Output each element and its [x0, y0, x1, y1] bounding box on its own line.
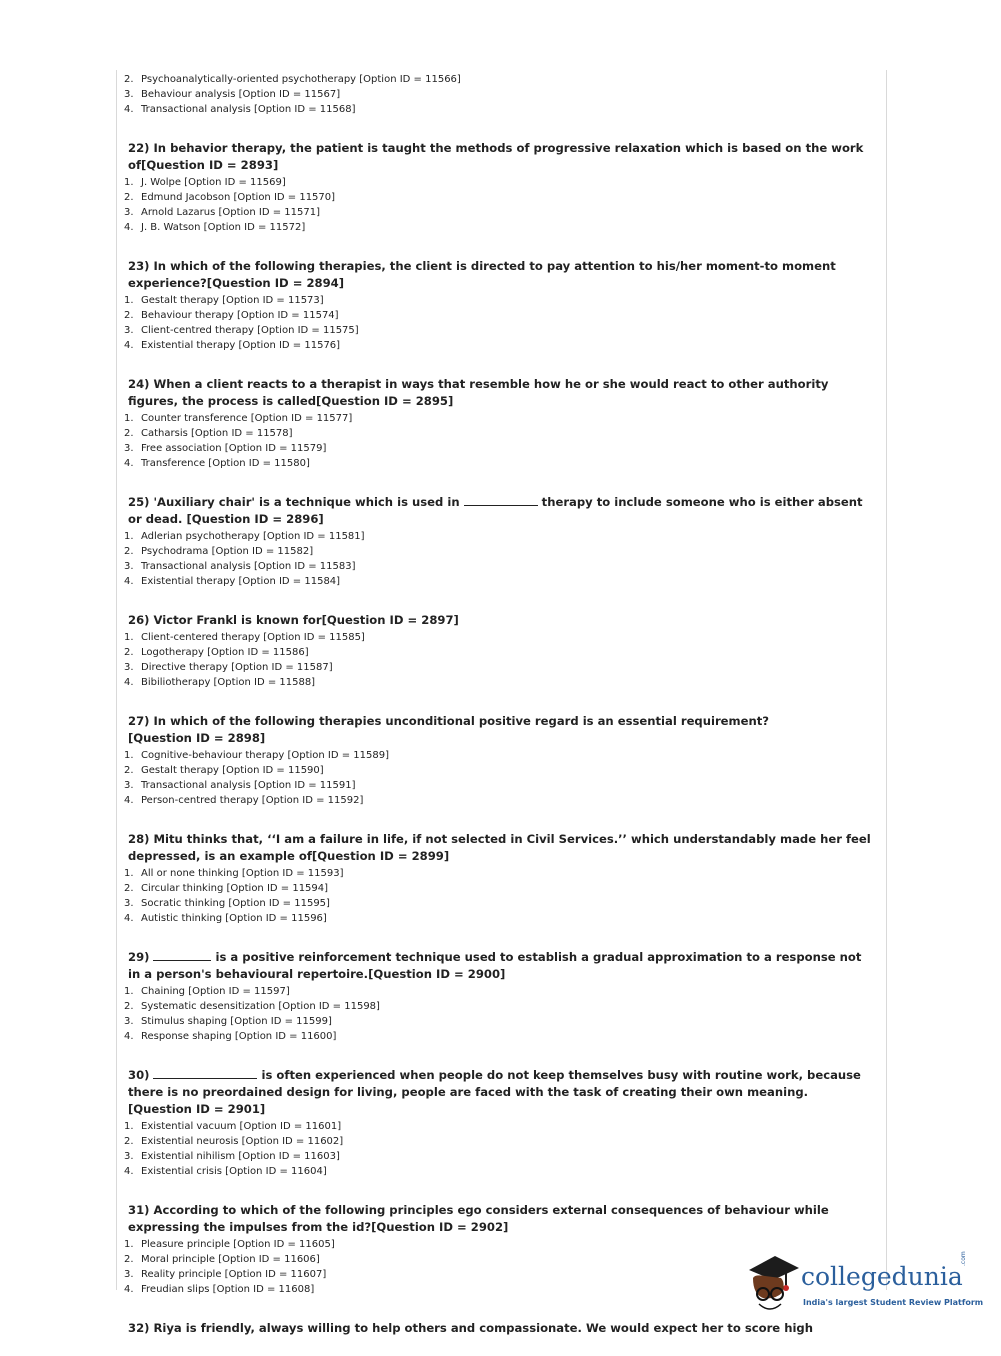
option-text: Edmund Jacobson [Option ID = 11570]	[141, 192, 336, 203]
option-text: Person-centred therapy [Option ID = 11592]	[141, 795, 364, 806]
option-list	[124, 175, 876, 235]
option-number: 2.	[124, 310, 134, 321]
option-item	[124, 529, 876, 544]
option-item	[124, 881, 876, 896]
option-list	[124, 1119, 876, 1179]
question-text	[124, 612, 876, 629]
option-text: Circular thinking [Option ID = 11594]	[141, 883, 329, 894]
option-text: Existential nihilism [Option ID = 11603]	[141, 1151, 340, 1162]
option-item	[124, 660, 876, 675]
option-number: 3.	[124, 325, 134, 336]
option-text: Existential crisis [Option ID = 11604]	[141, 1166, 327, 1177]
option-text: Free association [Option ID = 11579]	[141, 443, 327, 454]
option-item	[124, 763, 876, 778]
option-number: 2.	[124, 765, 134, 776]
logo-tagline: India's largest Student Review Platform	[803, 1298, 984, 1307]
option-item	[124, 72, 876, 87]
question-block	[124, 140, 876, 235]
option-item	[124, 441, 876, 456]
option-item	[124, 456, 876, 471]
option-item	[124, 778, 876, 793]
option-item	[124, 748, 876, 763]
option-item	[124, 175, 876, 190]
option-number: 2.	[124, 647, 134, 658]
option-number: 3.	[124, 207, 134, 218]
option-text: Stimulus shaping [Option ID = 11599]	[141, 1016, 332, 1027]
question-id: [Question ID = 2896]	[186, 512, 324, 526]
option-number: 1.	[124, 750, 134, 761]
option-number: 3.	[124, 898, 134, 909]
question-id: [Question ID = 2902]	[371, 1220, 509, 1234]
question-text	[124, 376, 876, 410]
option-number: 3.	[124, 662, 134, 673]
option-number: 3.	[124, 1151, 134, 1162]
option-item	[124, 1164, 876, 1179]
option-item	[124, 999, 876, 1014]
question-block	[124, 258, 876, 353]
option-number: 1.	[124, 986, 134, 997]
question-stem: 24) When a client reacts to a therapist in ways that resemble how he or she would react to other authority figures, the process is called	[128, 377, 829, 408]
option-text: Behaviour therapy [Option ID = 11574]	[141, 310, 339, 321]
option-text: Existential therapy [Option ID = 11584]	[141, 576, 341, 587]
option-item	[124, 1119, 876, 1134]
question-stem: 31) According to which of the following principles ego considers external consequences of behaviour while expressing the impulses from the id?	[128, 1203, 829, 1234]
option-number: 4.	[124, 222, 134, 233]
option-number: 2.	[124, 74, 134, 85]
option-item	[124, 911, 876, 926]
fill-blank-line	[153, 950, 211, 961]
option-number: 1.	[124, 531, 134, 542]
question-id: [Question ID = 2899]	[311, 849, 450, 863]
option-text: Behaviour analysis [Option ID = 11567]	[141, 89, 341, 100]
question-stem: 30)	[128, 1068, 154, 1082]
option-text: Existential therapy [Option ID = 11576]	[141, 340, 341, 351]
option-text: Transference [Option ID = 11580]	[141, 458, 310, 469]
option-item	[124, 574, 876, 589]
option-text: Cognitive-behaviour therapy [Option ID = 11589]	[141, 750, 389, 761]
option-number: 3.	[124, 1269, 134, 1280]
option-item	[124, 793, 876, 808]
option-text: Response shaping [Option ID = 11600]	[141, 1031, 337, 1042]
option-item	[124, 559, 876, 574]
option-text: Client-centred therapy [Option ID = 11575]	[141, 325, 359, 336]
question-stem-continued: therapy to include someone who is either absent or dead.	[128, 495, 863, 526]
option-number: 4.	[124, 340, 134, 351]
question-block	[124, 376, 876, 471]
option-number: 3.	[124, 443, 134, 454]
option-number: 3.	[124, 780, 134, 791]
option-number: 4.	[124, 1031, 134, 1042]
question-block	[124, 1067, 876, 1179]
question-id: [Question ID = 2898]	[128, 731, 266, 745]
option-number: 3.	[124, 561, 134, 572]
collegedunia-logo[interactable]	[745, 1248, 984, 1318]
option-number: 1.	[124, 632, 134, 643]
question-block	[124, 1320, 876, 1337]
option-text: Counter transference [Option ID = 11577]	[141, 413, 353, 424]
option-item	[124, 205, 876, 220]
question-stem: 29)	[128, 950, 154, 964]
question-block	[124, 949, 876, 1044]
option-text: Adlerian psychotherapy [Option ID = 11581]	[141, 531, 365, 542]
question-stem-continued: is a positive reinforcement technique used to establish a gradual approximation to a response not in a person's behavioural repertoire.	[128, 950, 862, 981]
option-text: Client-centered therapy [Option ID = 11585]	[141, 632, 365, 643]
option-list	[124, 630, 876, 690]
question-id: [Question ID = 2897]	[321, 613, 459, 627]
option-item	[124, 323, 876, 338]
option-number: 3.	[124, 1016, 134, 1027]
option-number: 4.	[124, 458, 134, 469]
option-text: Existential neurosis [Option ID = 11602]	[141, 1136, 344, 1147]
option-text: Gestalt therapy [Option ID = 11590]	[141, 765, 324, 776]
option-list	[124, 984, 876, 1044]
option-number: 1.	[124, 868, 134, 879]
option-number: 1.	[124, 1121, 134, 1132]
option-text: Transactional analysis [Option ID = 11583]	[141, 561, 356, 572]
option-text: Logotherapy [Option ID = 11586]	[141, 647, 309, 658]
option-number: 4.	[124, 1284, 134, 1295]
question-block	[124, 831, 876, 926]
option-number: 2.	[124, 192, 134, 203]
question-block	[124, 494, 876, 589]
option-number: 1.	[124, 1239, 134, 1250]
fill-blank-line	[464, 495, 538, 506]
lead-option-list	[124, 72, 876, 117]
question-id: [Question ID = 2901]	[128, 1102, 266, 1116]
logo-brand-text: collegedunia	[801, 1262, 963, 1291]
option-list	[124, 293, 876, 353]
option-text: Psychoanalytically-oriented psychotherapy [Option ID = 11566]	[141, 74, 461, 85]
option-text: J. Wolpe [Option ID = 11569]	[141, 177, 286, 188]
option-item	[124, 1134, 876, 1149]
option-list	[124, 411, 876, 471]
question-id: [Question ID = 2900]	[368, 967, 506, 981]
question-stem: 23) In which of the following therapies, the client is directed to pay attention to his/her moment-to moment experience?	[128, 259, 836, 290]
student-mascot-icon	[745, 1248, 801, 1318]
question-id: [Question ID = 2894]	[206, 276, 345, 290]
option-text: J. B. Watson [Option ID = 11572]	[141, 222, 306, 233]
question-text	[124, 494, 876, 528]
option-number: 4.	[124, 677, 134, 688]
option-number: 4.	[124, 1166, 134, 1177]
option-item	[124, 1014, 876, 1029]
option-text: Bibiliotherapy [Option ID = 11588]	[141, 677, 316, 688]
option-item	[124, 1149, 876, 1164]
option-number: 4.	[124, 104, 134, 115]
question-text	[124, 1320, 876, 1337]
option-number: 4.	[124, 913, 134, 924]
option-text: Freudian slips [Option ID = 11608]	[141, 1284, 315, 1295]
fill-blank-line	[153, 1068, 257, 1079]
question-text	[124, 258, 876, 292]
option-text: Systematic desensitization [Option ID = 11598]	[141, 1001, 380, 1012]
option-item	[124, 102, 876, 117]
question-text	[124, 1067, 876, 1118]
question-stem: 32) Riya is friendly, always willing to help others and compassionate. We would expect her to score high	[128, 1321, 813, 1335]
option-text: Transactional analysis [Option ID = 11591]	[141, 780, 356, 791]
option-list	[124, 748, 876, 808]
question-text	[124, 949, 876, 983]
question-stem: 28) Mitu thinks that, ‘‘I am a failure in life, if not selected in Civil Services.’’ which understandably made her feel depressed, is an example of	[128, 832, 871, 863]
option-item	[124, 866, 876, 881]
option-text: Existential vacuum [Option ID = 11601]	[141, 1121, 342, 1132]
question-text	[124, 831, 876, 865]
option-item	[124, 426, 876, 441]
question-list	[124, 140, 876, 1337]
option-item	[124, 544, 876, 559]
option-item	[124, 630, 876, 645]
option-text: Autistic thinking [Option ID = 11596]	[141, 913, 327, 924]
question-stem: 27) In which of the following therapies unconditional positive regard is an essential requirement?	[128, 714, 770, 728]
option-item	[124, 411, 876, 426]
option-text: Arnold Lazarus [Option ID = 11571]	[141, 207, 321, 218]
option-item	[124, 308, 876, 323]
option-item	[124, 1029, 876, 1044]
option-text: Socratic thinking [Option ID = 11595]	[141, 898, 330, 909]
option-item	[124, 645, 876, 660]
option-number: 3.	[124, 89, 134, 100]
question-text	[124, 713, 876, 747]
option-text: Catharsis [Option ID = 11578]	[141, 428, 293, 439]
question-block	[124, 612, 876, 690]
option-number: 4.	[124, 576, 134, 587]
option-text: Chaining [Option ID = 11597]	[141, 986, 290, 997]
option-item	[124, 984, 876, 999]
option-number: 2.	[124, 1001, 134, 1012]
option-number: 4.	[124, 795, 134, 806]
option-item	[124, 87, 876, 102]
question-paper	[124, 72, 876, 1338]
option-number: 1.	[124, 295, 134, 306]
question-stem: 26) Victor Frankl is known for	[128, 613, 322, 627]
option-text: All or none thinking [Option ID = 11593]	[141, 868, 344, 879]
option-list	[124, 866, 876, 926]
question-id: [Question ID = 2893]	[141, 158, 279, 172]
logo-com-text: .com	[960, 1251, 967, 1266]
option-number: 2.	[124, 428, 134, 439]
option-text: Gestalt therapy [Option ID = 11573]	[141, 295, 324, 306]
option-text: Moral principle [Option ID = 11606]	[141, 1254, 320, 1265]
option-number: 1.	[124, 413, 134, 424]
question-text	[124, 140, 876, 174]
option-text: Directive therapy [Option ID = 11587]	[141, 662, 333, 673]
option-number: 2.	[124, 1254, 134, 1265]
option-number: 1.	[124, 177, 134, 188]
option-text: Reality principle [Option ID = 11607]	[141, 1269, 327, 1280]
question-id: [Question ID = 2895]	[316, 394, 454, 408]
option-text: Pleasure principle [Option ID = 11605]	[141, 1239, 335, 1250]
question-text	[124, 1202, 876, 1236]
option-item	[124, 293, 876, 308]
option-text: Transactional analysis [Option ID = 11568]	[141, 104, 356, 115]
question-block	[124, 713, 876, 808]
option-item	[124, 675, 876, 690]
option-item	[124, 338, 876, 353]
option-item	[124, 896, 876, 911]
option-number: 2.	[124, 546, 134, 557]
question-stem: 22) In behavior therapy, the patient is taught the methods of progressive relaxation which is based on the work of	[128, 141, 864, 172]
option-number: 2.	[124, 1136, 134, 1147]
option-number: 2.	[124, 883, 134, 894]
question-stem-continued: is often experienced when people do not keep themselves busy with routine work, because there is no preordained design for living, people are faced with the task of creating their own meaning.	[128, 1068, 861, 1099]
question-stem: 25) 'Auxiliary chair' is a technique which is used in	[128, 495, 464, 509]
option-text: Psychodrama [Option ID = 11582]	[141, 546, 314, 557]
option-list	[124, 529, 876, 589]
option-item	[124, 190, 876, 205]
option-item	[124, 220, 876, 235]
